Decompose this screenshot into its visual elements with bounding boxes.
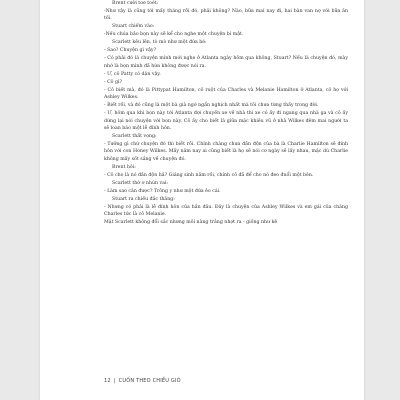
paragraph: -Nếu chúa bảo bọn này sẽ kể cho nghe một chuyện bí mật. — [104, 32, 244, 38]
page-footer — [104, 378, 181, 384]
paragraph: Scarlett kêu lên, tò mò như một đứa bé: — [112, 40, 207, 46]
paragraph: -Như vậy là cũng tới mấy tháng rồi đó, phải không? Nào, bữa mai nay đi, hai bàn van nợ với bữa ăn tối. — [104, 9, 348, 22]
book-title: CUỐN THEO CHIỀU GIÓ — [118, 378, 181, 384]
paragraph: - Cô cho là nó đần độn hả? Giáng sinh năm rồi, chính cô đã để cho nó đeo đuổi một bên. — [104, 172, 314, 178]
page-body-text — [104, 0, 348, 227]
paragraph: - Cô biết mà, đó là Pittypat Hamilton, cô ruột của Charles và Melanie Hamilton ở Atlanta, cô họ với Ashley Wilkes. — [104, 87, 348, 101]
paragraph: Brent cười toe toét: — [112, 1, 159, 6]
page-number: 12 — [104, 378, 111, 384]
paragraph: Mặt Scarlett không đổi sắc nhưng môi nàng trắng nhợt ra - giống như kẻ — [104, 220, 278, 226]
paragraph: Stuart chiếm vào: — [112, 24, 155, 30]
paragraph: Stuart ra chiều đắc thắng: — [112, 196, 175, 202]
paragraph: Scarlett thất vọng: — [112, 134, 157, 140]
book-page — [40, 0, 364, 400]
paragraph: Brent hỏi: — [112, 164, 136, 170]
paragraph: - Nhưng có phải là lễ đính hôn của hắn đâu. Đây là chuyện của Ashley Wilkes và em gái của chàng Charles tức là cô Melanie. — [104, 204, 348, 218]
paragraph: - Sao? Chuyện gì vậy? — [104, 48, 157, 54]
paragraph: - Tưởng gì chứ chuyện đó thì biết rồi. Chính chàng chưa đần độn của bà là Charlie Hamilton sẽ đính hôn với con Honey Wilkes. Mấy năm nay ai cũng biết là họ sẽ nói cơ ngày sẽ lấy nhau, mặc dù Charlie không mấy sốt sắng về chuyện đó. — [104, 142, 348, 162]
paragraph: - Cô gì? — [104, 79, 122, 85]
footer-separator: | — [113, 378, 116, 384]
paragraph: - Biết rồi, và đó cũng là một bà già ngớ ngẩn nghịch nhất mà tôi chưa từng thấy trong đời. — [104, 103, 319, 109]
paragraph: Scarlett thờ ơ nhún vai: — [112, 180, 169, 186]
paragraph: - Ư, cô Patty có dặn vậy. — [104, 71, 161, 77]
paragraph: - Có phải đó là chuyện mình mới nghe ở Atlanta ngày hôm qua không, Stuart? Nếu là chuyện đó, mày nhớ là bọn mình đã hứa không được nói ra. — [104, 56, 348, 69]
paragraph: - Ư, hôm qua khi bọn này tới Atlanta đợi chuyến xe về nhà thì xe có ấy đi ngang qua nhà ga và cô ấy dừng lại nói chuyện với bọn này. Cô ấy cho biết là giữa mặc khiêu vũ ở nhà Wilkes đêm mai người ta sẽ loan báo một lễ đính hôn. — [104, 111, 348, 132]
paragraph: - Làm sao cản được? Trông y như một đứa ẻo cái. — [104, 188, 221, 194]
